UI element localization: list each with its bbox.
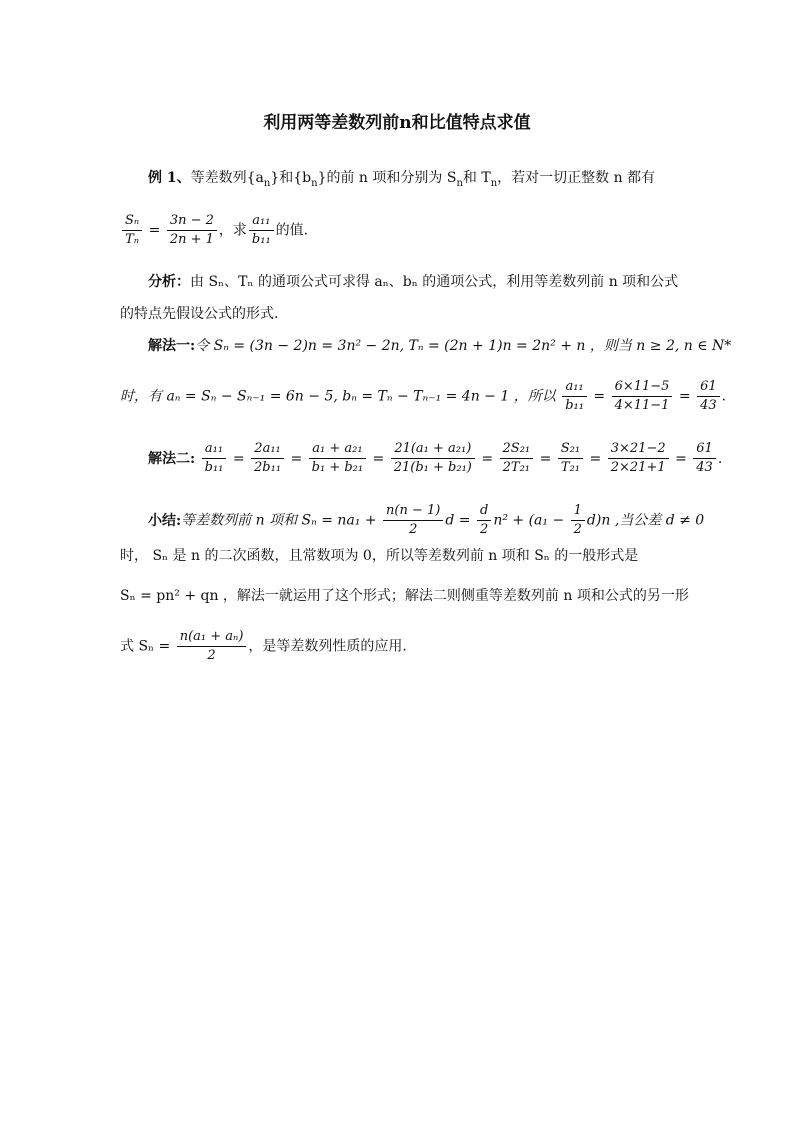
fraction: $\frac{d}{2}$ [477, 502, 491, 539]
fraction: $\frac{\text{a₁₁}}{\text{b₁₁}}$ [249, 212, 274, 249]
analysis-line-2: 的特点先假设公式的形式. [120, 306, 279, 322]
fraction: $\frac{\text{21(a₁ + a₂₁)}}{\text{21(b₁ + b₂₁)}}$ [391, 440, 475, 477]
summary-line-4: 式 Sₙ = $\frac{\text{n(a₁ + aₙ)}}{2}$ ，是等差数列性质的应用. [120, 629, 407, 663]
fraction: $\frac{\text{S₂₁}}{\text{T₂₁}}$ [558, 440, 583, 477]
fraction: $\frac{61}{43}$ [697, 378, 720, 415]
fraction: $\frac{\text{a₁₁}}{\text{b₁₁}}$ [562, 378, 587, 415]
fraction: $\frac{1}{2}$ [571, 502, 585, 539]
fraction: $\frac{3\times 21-2}{2\times 21+1}$ [608, 440, 669, 477]
example-line-1: 例 1、等差数列$\{a_n\}$和$\{b_n\}$的前 n 项和分别为 $S_n$和 $T_n$，若对一切正整数 n 都有 [148, 170, 656, 189]
fraction: $\frac{\text{a₁ + a₂₁}}{\text{b₁ + b₂₁}}$ [309, 440, 366, 477]
fraction: $\frac{\text{Sₙ}}{\text{Tₙ}}$ [122, 212, 142, 249]
method1-line-2: 时，有 aₙ = Sₙ − Sₙ₋₁ = 6n − 5, bₙ = Tₙ − Tₙ₋₁ = 4n − 1 ，所以 $\frac{\text{a₁₁}}{\text{b₁₁}}$ = $\frac{6\times 11-5}{4\times 11-1}$ = $\frac{61}{43}$ . [120, 379, 727, 413]
method2-fraction-chain: $\frac{\text{a₁₁}}{\text{b₁₁}}$ = $\frac{\text{2a₁₁}}{\text{2b₁₁}}$ = $\frac{\text{a₁ + a₂₁}}{\text{b₁ + b₂₁}}$ = $\frac{\text{21(a₁ + a₂₁)}}{\text{21(b₁ + b₂₁)}}$ = $\frac{\text{2S₂₁}}{\text{2T₂₁}}$ = $\frac{\text{S₂₁}}{\text{T₂₁}}$ = $\frac{3\times 21-2}{2\times 21+1}$ = $\frac{61}{43}$ . [200, 451, 723, 467]
method1-line-1: 解法一:令 Sₙ = (3n − 2)n = 3n² − 2n, Tₙ = (2n + 1)n = 2n² + n ，则当 n ≥ 2, n ∈ N* [148, 338, 732, 354]
page-title: 利用两等差数列前n和比值特点求值 [263, 113, 531, 133]
summary-label: 小结: [148, 512, 182, 529]
fraction: $\frac{3n - 2}{2n + 1}$ [167, 212, 217, 249]
method1-label: 解法一: [148, 338, 196, 354]
fraction: $\frac{\text{2S₂₁}}{\text{2T₂₁}}$ [500, 440, 534, 477]
method2-label: 解法二: [148, 450, 196, 467]
fraction: $\frac{\text{n(a₁ + aₙ)}}{2}$ [177, 628, 247, 665]
fraction: $\frac{n(n - 1)}{2}$ [383, 502, 443, 539]
summary-line-2: 时， Sₙ 是 n 的二次函数，且常数项为 0，所以等差数列前 n 项和 Sₙ 的一般形式是 [120, 548, 639, 564]
method2-line [120, 440, 723, 477]
example-label: 例 1、 [148, 170, 191, 186]
summary-line-3: Sₙ = pn² + qn ，解法一就运用了这个形式；解法二则侧重等差数列前 n 项和公式的另一形 [120, 588, 689, 604]
fraction: $\frac{6\times 11-5}{4\times 11-1}$ [612, 378, 673, 415]
analysis-label: 分析： [148, 274, 190, 290]
fraction: $\frac{\text{a₁₁}}{\text{b₁₁}}$ [202, 440, 227, 477]
fraction: $\frac{\text{2a₁₁}}{\text{2b₁₁}}$ [251, 440, 284, 477]
example-line-2: $\frac{\text{Sₙ}}{\text{Tₙ}}$ = $\frac{3n - 2}{2n + 1}$ ，求 $\frac{\text{a₁₁}}{\text{b₁₁}}$ 的值. [120, 212, 674, 249]
analysis-line-1: 分析：由 Sₙ、Tₙ 的通项公式可求得 aₙ、bₙ 的通项公式，利用等差数列前 n 项和公式 [148, 274, 679, 290]
fraction: $\frac{61}{43}$ [693, 440, 716, 477]
summary-line-1: 小结:等差数列前 n 项和 Sₙ = na₁ + $\frac{n(n - 1)}{2}$ d = $\frac{d}{2}$ n² + (a₁ − $\frac{1}{2}$ d)n ,当公差 d ≠ 0 [148, 503, 705, 537]
